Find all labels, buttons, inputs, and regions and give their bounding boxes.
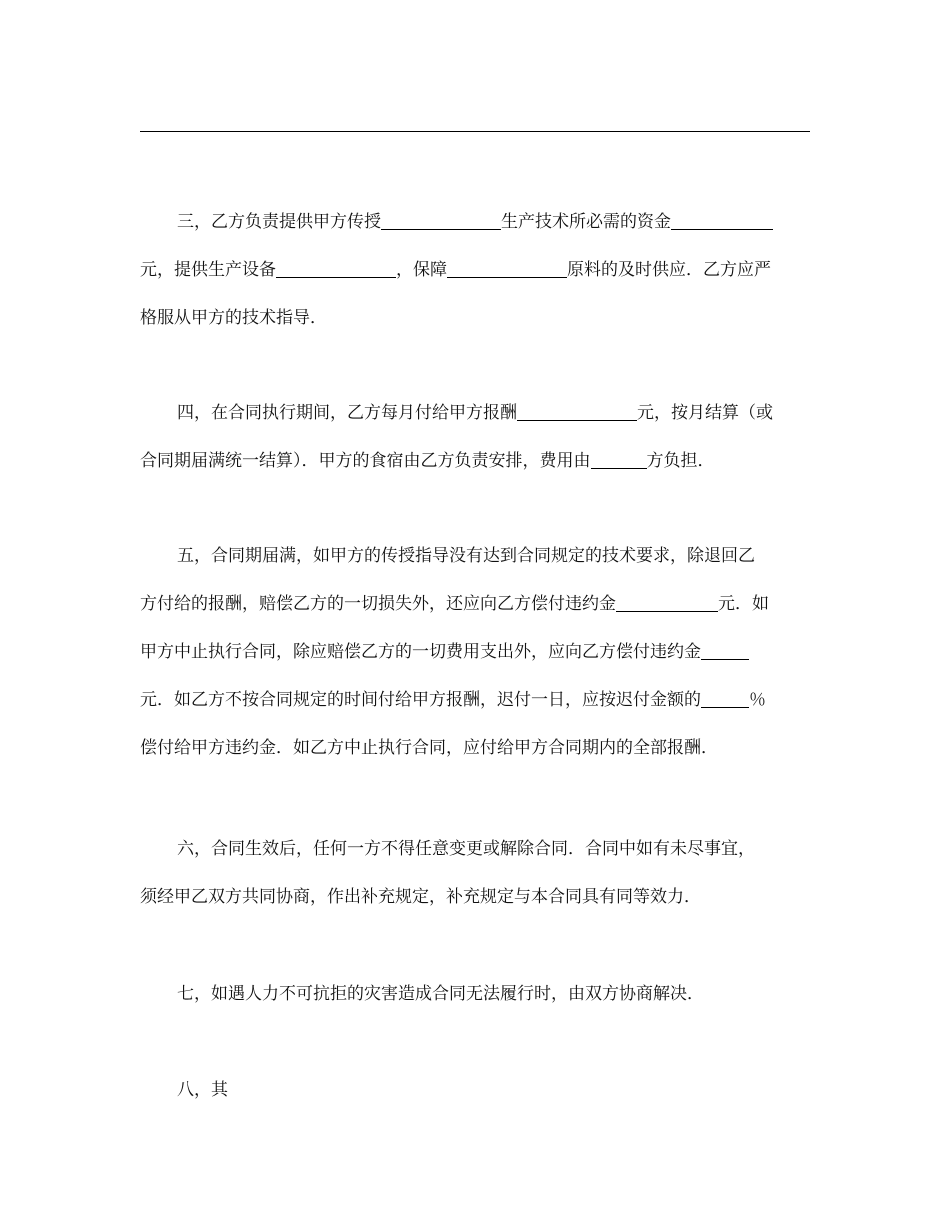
fill-in-blank — [701, 640, 749, 660]
fill-in-blank — [671, 210, 773, 230]
text-segment: 方负担． — [646, 451, 715, 471]
fill-in-blank — [701, 688, 749, 708]
text-segment: 须经甲乙双方共同协商，作出补充规定，补充规定与本合同具有同等效力． — [140, 887, 701, 907]
text-segment: 元，按月结算（或 — [637, 403, 773, 423]
clause-6-line-1 — [177, 834, 812, 864]
clause-7-line-1 — [177, 979, 812, 1009]
clause-3-line-3 — [140, 303, 812, 333]
fill-in-blank — [447, 258, 567, 278]
clause-5-line-3 — [140, 637, 812, 667]
clause-4-line-1 — [177, 398, 812, 428]
header-rule — [140, 131, 810, 132]
text-segment: 原料的及时供应．乙方应严 — [567, 260, 771, 280]
text-segment: 偿付给甲方违约金．如乙方中止执行合同，应付给甲方合同期内的全部报酬． — [140, 738, 718, 758]
text-segment: 合同期届满统一结算）．甲方的食宿由乙方负责安排，费用由 — [140, 451, 591, 471]
text-segment: ％ — [749, 690, 766, 710]
fill-in-blank — [276, 258, 396, 278]
fill-in-blank — [381, 210, 501, 230]
text-segment: 三，乙方负责提供甲方传授 — [177, 212, 381, 232]
clause-5-line-2 — [140, 589, 812, 619]
text-segment: 生产技术所必需的资金 — [501, 212, 671, 232]
clause-3-line-1 — [177, 207, 812, 237]
text-segment: 格服从甲方的技术指导． — [140, 308, 327, 328]
text-segment: 四，在合同执行期间，乙方每月付给甲方报酬 — [177, 403, 517, 423]
fill-in-blank — [591, 449, 647, 469]
fill-in-blank — [616, 592, 718, 612]
fill-in-blank — [517, 401, 637, 421]
text-segment: ，保障 — [396, 260, 447, 280]
text-segment: 八，其 — [177, 1080, 228, 1100]
clause-4-line-2 — [140, 446, 812, 476]
clause-8-line-1 — [177, 1075, 812, 1105]
text-segment: 元．如乙方不按合同规定的时间付给甲方报酬，迟付一日，应按迟付金额的 — [140, 690, 701, 710]
text-segment: 方付给的报酬，赔偿乙方的一切损失外，还应向乙方偿付违约金 — [140, 594, 616, 614]
text-segment: 七，如遇人力不可抗拒的灾害造成合同无法履行时，由双方协商解决． — [177, 984, 704, 1004]
text-segment: 六，合同生效后，任何一方不得任意变更或解除合同．合同中如有未尽事宜， — [177, 839, 755, 859]
clause-6-line-2 — [140, 882, 812, 912]
clause-5-line-4 — [140, 685, 812, 715]
text-segment: 甲方中止执行合同，除应赔偿乙方的一切费用支出外，应向乙方偿付违约金 — [140, 642, 701, 662]
clause-3-line-2 — [140, 255, 812, 285]
clause-5-line-1 — [177, 541, 812, 571]
text-segment: 元．如 — [718, 594, 769, 614]
text-segment: 五，合同期届满，如甲方的传授指导没有达到合同规定的技术要求，除退回乙 — [177, 546, 755, 566]
clause-5-line-5 — [140, 733, 812, 763]
text-segment: 元，提供生产设备 — [140, 260, 276, 280]
